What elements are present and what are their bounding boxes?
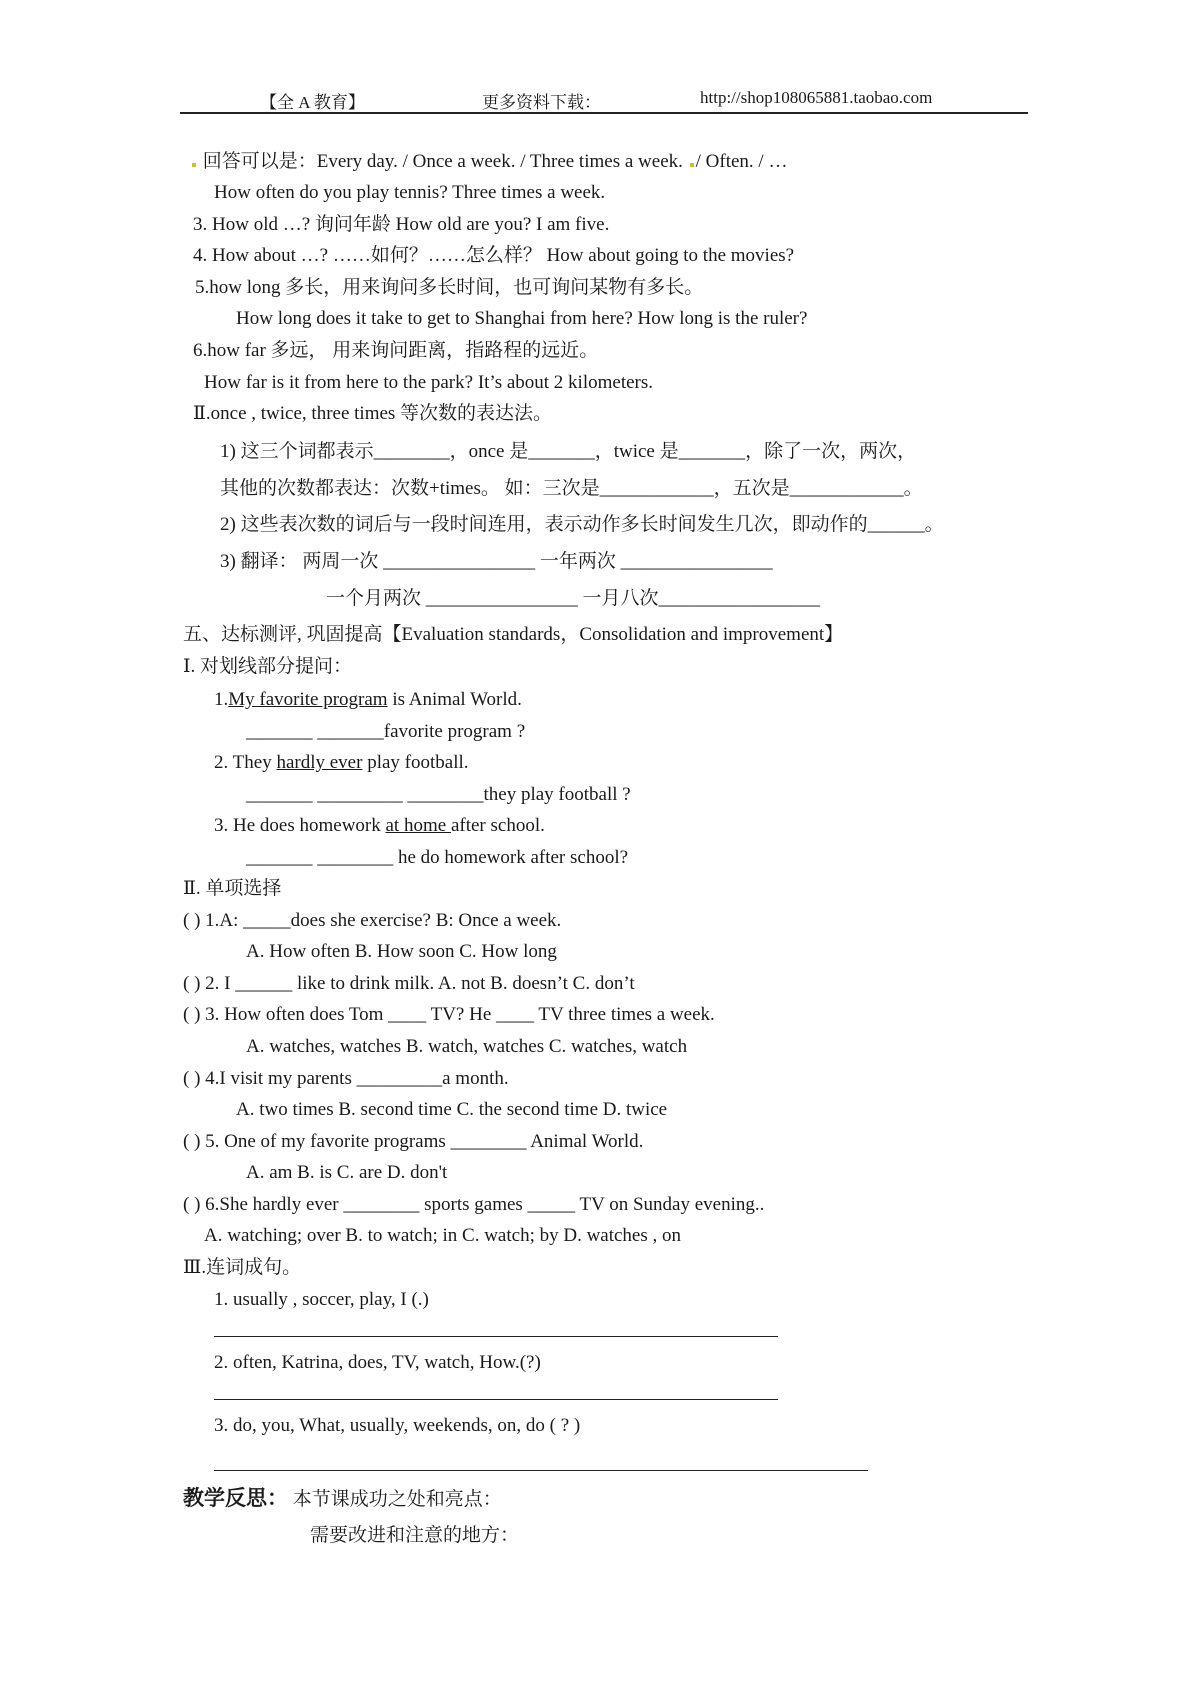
page-header: [180, 86, 1028, 114]
choice-question: ( ) 5. One of my favorite programs ________ Animal World.: [183, 1131, 644, 1152]
section-heading: 五、达标测评, 巩固提高【Evaluation standards，Consolidation and improvement】: [183, 624, 844, 645]
choice-options: A. two times B. second time C. the second time D. twice: [236, 1099, 668, 1120]
choice-options: A. watching; over B. to watch; in C. watch; by D. watches , on: [204, 1225, 682, 1246]
text-line: 2) 这些表次数的词后与一段时间连用，表示动作多长时间发生几次，即动作的______。: [220, 514, 944, 535]
choice-options: A. watches, watches B. watch, watches C. watches, watch: [246, 1036, 688, 1057]
teaching-reflection: 教学反思： 本节课成功之处和亮点：: [183, 1486, 502, 1510]
question-line: 3. He does homework at home after school.: [214, 815, 545, 836]
word-order-question: 1. usually , soccer, play, I (.): [214, 1289, 429, 1310]
reflection-line: 需要改进和注意的地方：: [310, 1525, 520, 1546]
text-line: 5.how long 多长，用来询问多长时间，也可询问某物有多长。: [195, 277, 704, 298]
text-line: 3) 翻译： 两周一次 ________________ 一年两次 ________________: [220, 551, 773, 572]
word-order-question: 3. do, you, What, usually, weekends, on, do ( ? ): [214, 1415, 581, 1436]
choice-question: ( ) 4.I visit my parents _________a month.: [183, 1068, 509, 1089]
answer-blank-line: _______ _______favorite program ?: [246, 721, 526, 742]
section-heading: Ⅱ. 单项选择: [183, 878, 282, 899]
section-heading: Ⅰ. 对划线部分提问：: [183, 656, 353, 677]
answer-examples-line: 回答可以是：Every day. / Once a week. / Three times a week. / Often. / …: [190, 150, 787, 174]
section-heading: Ⅲ.连词成句。: [183, 1257, 302, 1278]
text-line: 一个月两次 ________________ 一月八次_________________: [326, 588, 821, 609]
marker-dot: [192, 163, 196, 167]
header-download-label: 更多资料下载：: [482, 93, 601, 112]
answer-line: [214, 1399, 778, 1400]
text-line: 其他的次数都表达：次数+times。 如：三次是____________，五次是____________。: [220, 478, 923, 499]
header-brand: 【全 A 教育】: [260, 93, 365, 112]
choice-options: A. How often B. How soon C. How long: [246, 941, 557, 962]
choice-question: ( ) 1.A: _____does she exercise? B: Once a week.: [183, 910, 562, 931]
reflection-title: 教学反思：: [183, 1486, 288, 1510]
text-line: 1) 这三个词都表示________，once 是_______，twice 是_______，除了一次，两次，: [220, 441, 917, 462]
question-line: 2. They hardly ever play football.: [214, 752, 469, 773]
text-line: 4. How about …? ……如何？……怎么样？ How about going to the movies?: [193, 245, 795, 266]
text-line: How often do you play tennis? Three times a week.: [214, 182, 606, 203]
question-line: 1.My favorite program is Animal World.: [214, 689, 522, 710]
answer-blank-line: _______ _________ ________they play football ?: [246, 784, 631, 805]
choice-question: ( ) 3. How often does Tom ____ TV? He ____ TV three times a week.: [183, 1004, 715, 1025]
word-order-question: 2. often, Katrina, does, TV, watch, How.(?): [214, 1352, 541, 1373]
answer-line: [214, 1470, 868, 1471]
text-line: 3. How old …? 询问年龄 How old are you? I am five.: [193, 214, 610, 235]
choice-options: A. am B. is C. are D. don't: [246, 1162, 448, 1183]
answer-blank-line: _______ ________ he do homework after school?: [246, 847, 629, 868]
answer-line: [214, 1336, 778, 1337]
header-url-link[interactable]: http://shop108065881.taobao.com: [700, 88, 933, 107]
text-line: How far is it from here to the park? It’s about 2 kilometers.: [204, 372, 654, 393]
choice-question: ( ) 6.She hardly ever ________ sports games _____ TV on Sunday evening..: [183, 1194, 765, 1215]
marker-dot: [690, 163, 694, 167]
text-line: 6.how far 多远， 用来询问距离，指路程的远近。: [193, 340, 599, 361]
section-heading: Ⅱ.once , twice, three times 等次数的表达法。: [193, 403, 553, 424]
text-line: How long does it take to get to Shanghai from here? How long is the ruler?: [236, 308, 808, 329]
choice-question: ( ) 2. I ______ like to drink milk. A. not B. doesn’t C. don’t: [183, 973, 635, 994]
